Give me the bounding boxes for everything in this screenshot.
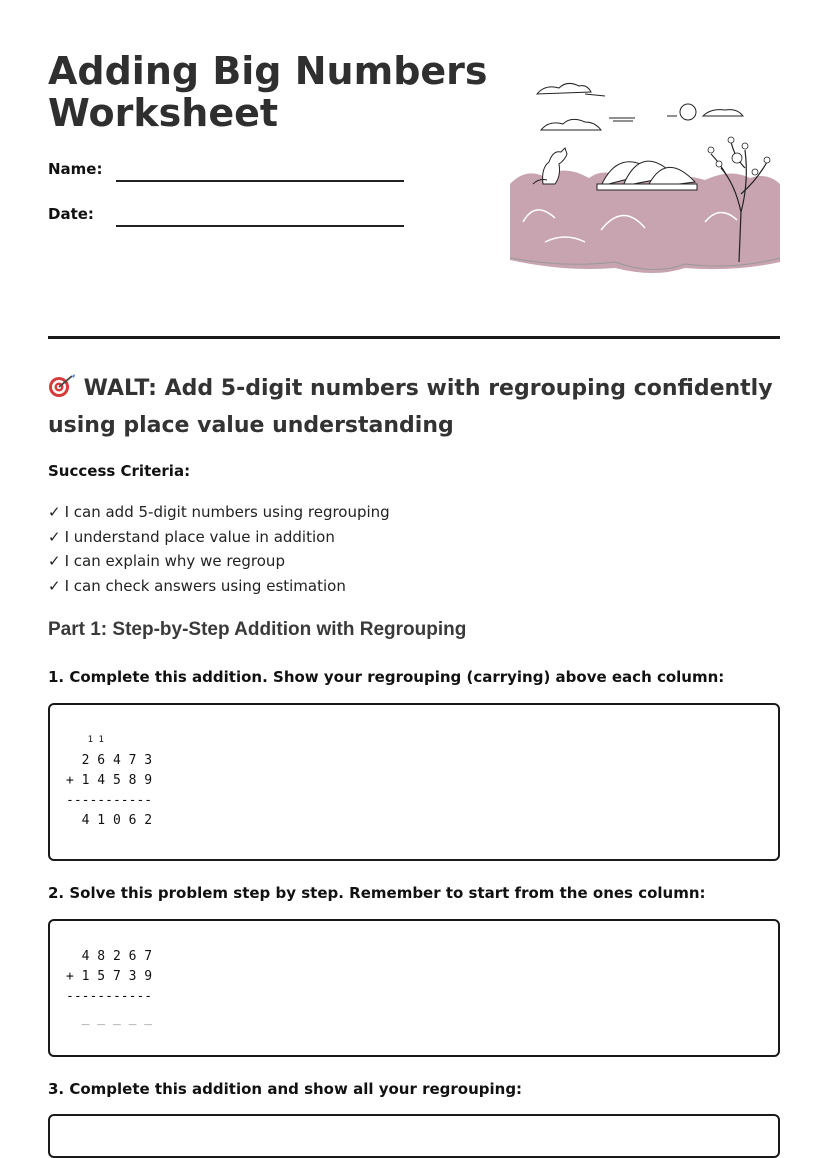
question-1-box[interactable] <box>48 703 780 861</box>
sydney-landscape-illustration <box>505 72 785 278</box>
criteria-item: ✓ I can explain why we regroup <box>48 552 285 571</box>
carry-digits: 1 1 <box>66 735 104 745</box>
walt-text: WALT: Add 5-digit numbers with regrouping confidently using place value understanding <box>48 376 773 438</box>
sum-divider: ----------- <box>66 989 153 1004</box>
name-field-line[interactable] <box>116 180 404 182</box>
criteria-item: ✓ I understand place value in addition <box>48 527 335 546</box>
worksheet-title <box>48 50 488 134</box>
question-1-prompt: 1. Complete this addition. Show your regrouping (carrying) above each column: <box>48 668 725 686</box>
addend-1: 2 6 4 7 3 <box>66 753 153 768</box>
criteria-item: ✓ I can add 5-digit numbers using regrouping <box>48 503 390 521</box>
title-line-2: Worksheet <box>48 91 279 135</box>
check-icon: ✓ <box>48 527 61 546</box>
check-icon: ✓ <box>48 503 61 521</box>
sum-answer: 4 1 0 6 2 <box>66 813 153 828</box>
criteria-item: ✓ I can check answers using estimation <box>48 577 346 596</box>
date-label: Date: <box>48 205 94 223</box>
walt-heading <box>48 370 788 444</box>
check-icon: ✓ <box>48 577 61 596</box>
success-criteria-list <box>48 500 390 599</box>
target-icon <box>48 374 76 398</box>
date-field-line[interactable] <box>116 225 404 227</box>
section-divider <box>48 336 780 339</box>
question-3-box[interactable] <box>48 1114 780 1158</box>
question-3-prompt: 3. Complete this addition and show all your regrouping: <box>48 1080 523 1098</box>
name-label: Name: <box>48 160 103 178</box>
addend-2: + 1 4 5 8 9 <box>66 773 153 788</box>
addend-2: + 1 5 7 3 9 <box>66 969 153 984</box>
addend-1: 4 8 2 6 7 <box>66 949 153 964</box>
answer-blanks[interactable]: _ _ _ _ _ <box>66 1011 153 1026</box>
check-icon: ✓ <box>48 552 61 571</box>
question-2-prompt: 2. Solve this problem step by step. Remember to start from the ones column: <box>48 884 706 902</box>
question-2-box[interactable] <box>48 919 780 1057</box>
title-line-1: Adding Big Numbers <box>48 49 488 93</box>
success-criteria-title: Success Criteria: <box>48 462 191 480</box>
sum-divider: ----------- <box>66 793 153 808</box>
part-1-heading: Part 1: Step-by-Step Addition with Regrouping <box>48 619 467 640</box>
